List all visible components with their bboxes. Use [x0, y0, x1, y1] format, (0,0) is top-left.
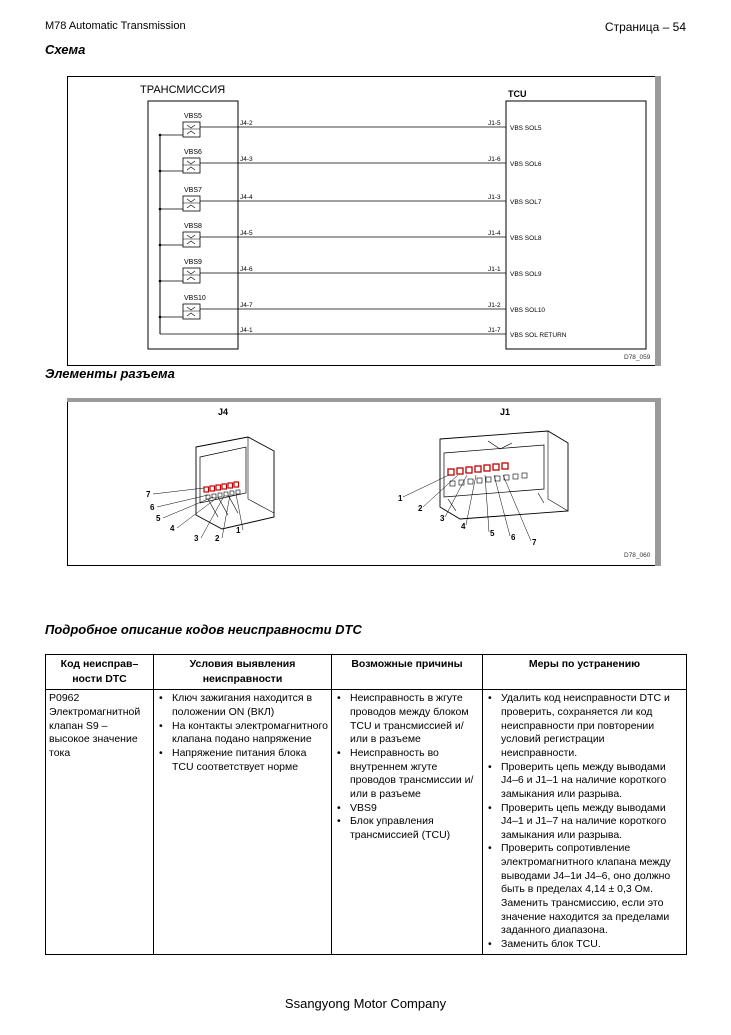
- dtc-section-title: Подробное описание кодов неисправности DTC: [45, 622, 362, 637]
- solenoid-label: VBS8: [184, 223, 202, 230]
- j1-pin-number: 5: [490, 529, 495, 538]
- causes-cell: [332, 690, 483, 954]
- j4-pin-number: 2: [215, 534, 220, 543]
- j1-pin-number: 2: [418, 504, 423, 513]
- cause-item: • Неисправность во внутреннем жгуте проводов трансмиссии и/или в разъеме: [350, 747, 479, 802]
- j4-terminal: [210, 486, 215, 491]
- j1-connector-label: J1: [500, 407, 511, 417]
- solenoid-icon: [183, 232, 200, 247]
- j4-terminal: [234, 482, 239, 487]
- j4-pin-label: J4-7: [240, 302, 253, 309]
- j1-pin-number: 1: [398, 494, 403, 503]
- j4-pin-number: 5: [156, 514, 161, 523]
- j4-pin-label: J4-2: [240, 120, 253, 127]
- j4-pin-number: 1: [236, 526, 241, 535]
- j1-terminal: [484, 465, 490, 471]
- cause-item: • Блок управления трансмиссией (TCU): [350, 815, 479, 842]
- tcu-label: TCU: [508, 89, 527, 99]
- action-item: • Проверить цепь между выводами J4–6 и J1–1 на наличие короткого замыкания или разрыва.: [501, 761, 683, 802]
- connector-diagram: [68, 399, 660, 565]
- tcu-pin-label: VBS SOL8: [510, 235, 542, 242]
- condition-item: • Напряжение питания блока TCU соответствует норме: [172, 747, 328, 774]
- page-number: Страница – 54: [604, 20, 686, 34]
- j1-terminal: [475, 466, 481, 472]
- j1-pin-number: 7: [532, 538, 537, 547]
- dtc-code-cell: P0962 Электромагнитной клапан S9 – высокое значение тока: [46, 690, 154, 954]
- j1-terminal: [468, 479, 473, 484]
- tcu-pin-label: VBS SOL9: [510, 271, 542, 278]
- solenoid-icon: [183, 158, 200, 173]
- j4-pin-number: 4: [170, 524, 175, 533]
- j4-pin-label: J4-5: [240, 230, 253, 237]
- solenoid-icon: [183, 268, 200, 283]
- j1-pin-label: J1-6: [488, 156, 501, 163]
- schematic-section-title: Схема: [45, 42, 86, 57]
- j4-pin-label: J4-1: [240, 327, 253, 334]
- j1-pin-label: J1-4: [488, 230, 501, 237]
- j1-terminal: [486, 477, 491, 482]
- j1-pin-label: J1-5: [488, 120, 501, 127]
- j1-pin-label: J1-7: [488, 327, 501, 334]
- schematic-figure-code: D78_059: [624, 354, 651, 361]
- wiring-schematic: [68, 77, 660, 365]
- document-title: M78 Automatic Transmission: [45, 20, 186, 32]
- j4-connector-label: J4: [218, 407, 229, 417]
- transmission-label: ТРАНСМИССИЯ: [140, 84, 226, 96]
- condition-item: • На контакты электромагнитного клапана подано напряжение: [172, 720, 328, 747]
- solenoid-label: VBS10: [184, 295, 206, 302]
- footer-company: Ssangyong Motor Company: [284, 996, 447, 1011]
- table-row: [46, 690, 687, 954]
- bus-junction: [159, 134, 162, 137]
- j4-terminal: [222, 484, 227, 489]
- actions-cell: [483, 690, 687, 954]
- j4-pin-label: J4-6: [240, 266, 253, 273]
- bus-junction: [159, 170, 162, 173]
- dtc-table: [45, 654, 687, 955]
- j1-pin-number: 6: [511, 533, 516, 542]
- j4-terminal: [224, 492, 228, 496]
- header-causes: Возможные причины: [332, 655, 483, 690]
- j4-face: [200, 447, 246, 503]
- solenoid-icon: [183, 196, 200, 211]
- j4-pin-label: J4-4: [240, 194, 253, 201]
- header-dtc-code: Код неисправ– ности DTC: [46, 655, 154, 690]
- j1-terminal: [448, 469, 454, 475]
- connectors-section-title: Элементы разъема: [45, 366, 175, 381]
- header-actions: Меры по устранению: [483, 655, 687, 690]
- j4-pin-number: 3: [194, 534, 199, 543]
- action-item: • Заменить блок TCU.: [501, 938, 683, 952]
- j4-pin-number: 7: [146, 490, 151, 499]
- j4-terminal: [228, 483, 233, 488]
- solenoid-label: VBS9: [184, 259, 202, 266]
- solenoid-label: VBS5: [184, 113, 202, 120]
- action-item: • Проверить цепь между выводами J4–1 и J1–7 на наличие короткого замыкания или разрыва.: [501, 802, 683, 843]
- j1-terminal: [502, 463, 508, 469]
- j1-terminal: [522, 473, 527, 478]
- j4-terminal: [230, 491, 234, 495]
- j1-pin-label: J1-2: [488, 302, 501, 309]
- j1-terminal: [466, 467, 472, 473]
- tcu-pin-label: VBS SOL RETURN: [510, 332, 567, 339]
- conditions-cell: [154, 690, 332, 954]
- cause-item: • Неисправность в жгуте проводов между блоком TCU и трансмиссией и/ или в разъеме: [350, 692, 479, 747]
- j1-pin-label: J1-3: [488, 194, 501, 201]
- bus-junction: [159, 316, 162, 319]
- tcu-pin-label: VBS SOL6: [510, 161, 542, 168]
- solenoid-label: VBS7: [184, 187, 202, 194]
- tcu-pin-label: VBS SOL10: [510, 307, 546, 314]
- solenoid-icon: [183, 122, 200, 137]
- j1-pin-label: J1-1: [488, 266, 501, 273]
- solenoid-label: VBS6: [184, 149, 202, 156]
- cause-item: • VBS9: [350, 802, 479, 816]
- j4-pin-label: J4-3: [240, 156, 253, 163]
- j4-terminal: [218, 493, 222, 497]
- j4-terminal: [216, 485, 221, 490]
- action-item: • Удалить код неисправности DTC и проверить, сохраняется ли код неисправности при повторении условий регистрации неисправности.: [501, 692, 683, 760]
- connector-frame: [67, 398, 661, 566]
- bus-junction: [159, 280, 162, 283]
- j1-terminal: [495, 476, 500, 481]
- dtc-table-header: [46, 655, 687, 690]
- connector-figure-code: D78_060: [624, 552, 651, 559]
- tcu-pin-label: VBS SOL7: [510, 199, 542, 206]
- j1-terminal: [493, 464, 499, 470]
- j4-pin-number: 6: [150, 503, 155, 512]
- j1-terminal: [457, 468, 463, 474]
- j1-terminal: [513, 474, 518, 479]
- action-item: • Проверить сопротивление электромагнитного клапана между выводами J4–1и J4–6, оно должно быть в пределах 4,14 ± 0,3 Ом. Заменить трансмиссию, если это значение находится за пределами заданного диапазона.: [501, 842, 683, 937]
- j4-terminal: [236, 490, 240, 494]
- header-conditions: Условия выявления неисправности: [154, 655, 332, 690]
- tcu-pin-label: VBS SOL5: [510, 125, 542, 132]
- solenoid-icon: [183, 304, 200, 319]
- j1-pin-number: 3: [440, 514, 445, 523]
- bus-junction: [159, 208, 162, 211]
- j1-pin-number: 4: [461, 522, 466, 531]
- j4-terminal: [204, 487, 209, 492]
- schematic-frame: [67, 76, 661, 366]
- condition-item: • Ключ зажигания находится в положении ON (ВКЛ): [172, 692, 328, 719]
- j1-terminal: [477, 478, 482, 483]
- bus-junction: [159, 244, 162, 247]
